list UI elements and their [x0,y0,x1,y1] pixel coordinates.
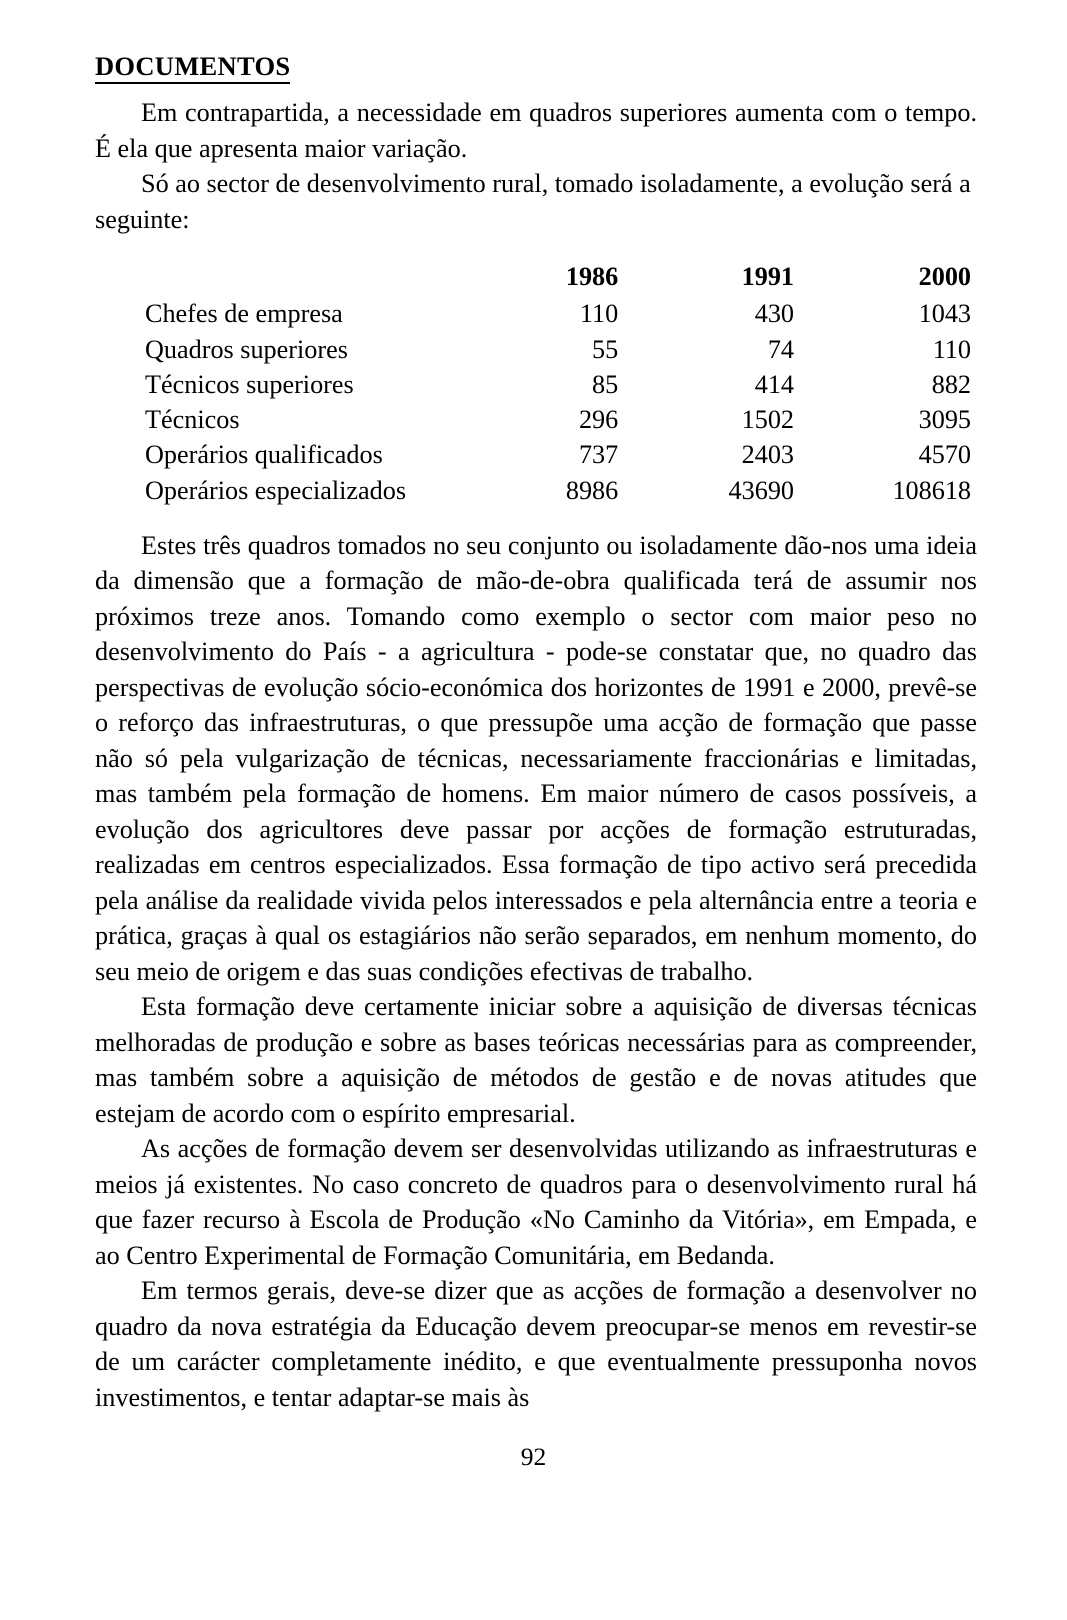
cell-1991: 430 [754,299,795,329]
table-header-label [145,259,445,296]
paragraph-6: Em termos gerais, deve-se dizer que as acções de formação a desenvolver no quadro da nova estratégia da Educação devem preocupar-se menos em revestir-se de um carácter completamente inédito, e que eventualmente pressuponha novos investimentos, e tentar adaptar-se mais às [95,1276,977,1412]
cell-2000: 108618 [892,475,971,505]
table-row [145,332,971,367]
row-label: Operários qualificados [145,440,383,470]
table-row [145,296,971,331]
cell-2000: 4570 [918,440,971,470]
paragraph-5: As acções de formação devem ser desenvolvidas utilizando as infraestruturas e meios já existentes. No caso concreto de quadros para o desenvolvimento rural há que fazer recurso à Escola de Produção «No Caminho da Vitória», em Empada, e ao Centro Experimental de Formação Comunitária, em Bedanda. [95,1134,977,1270]
cell-1991: 43690 [728,475,795,505]
table-row [145,473,971,508]
table-row [145,437,971,472]
row-label: Chefes de empresa [145,299,343,329]
row-label: Quadros superiores [145,334,348,364]
cell-2000: 882 [931,369,971,399]
paragraph-2: Só ao sector de desenvolvimento rural, tomado isoladamente, a evolução será a seguinte: [95,169,971,234]
cell-1986: 85 [592,369,619,399]
evolution-table [145,259,971,508]
cell-1986: 296 [578,405,619,435]
paragraph-4: Esta formação deve certamente iniciar sobre a aquisição de diversas técnicas melhoradas de produção e sobre as bases teóricas necessárias para as compreender, mas também sobre a aquisição de métodos de gestão e de novas atitudes que estejam de acordo com o espírito empresarial. [95,992,977,1128]
table-header-row [145,259,971,296]
table-header-1986: 1986 [565,262,619,292]
cell-1986: 8986 [565,475,619,505]
paragraph-1: Em contrapartida, a necessidade em quadros superiores aumenta com o tempo. É ela que apresenta maior variação. [95,98,977,163]
table-row [145,402,971,437]
cell-2000: 1043 [918,299,971,329]
table-row [145,367,971,402]
table-header [145,259,971,296]
cell-1986: 110 [579,299,619,329]
cell-1986: 55 [592,334,619,364]
table-header-2000: 2000 [918,262,971,292]
cell-1991: 74 [767,334,795,364]
cell-2000: 110 [932,334,971,364]
cell-1986: 737 [578,440,619,470]
row-label: Técnicos [145,405,240,435]
cell-1991: 2403 [741,440,795,470]
row-label: Operários especializados [145,475,407,505]
row-label: Técnicos superiores [145,369,354,399]
table-header-1991: 1991 [741,262,795,292]
cell-2000: 3095 [918,405,971,435]
cell-1991: 1502 [741,405,795,435]
cell-1991: 414 [754,369,795,399]
page-content [95,52,977,1415]
page-number: 92 [520,1442,547,1471]
table-body [145,296,971,507]
paragraph-3: Estes três quadros tomados no seu conjunto ou isoladamente dão-nos uma ideia da dimensão que a formação de mão-de-obra qualificada terá de assumir nos próximos treze anos. Tomando como exemplo o sector com maior peso no desenvolvimento do País - a agricultura - pode-se constatar que, no quadro das perspectivas de evolução sócio-económica dos horizontes de 1991 e 2000, prevê-se o reforço das infraestruturas, o que pressupõe uma acção de formação que passe não só pela vulgarização de técnicas, necessariamente fraccionárias e limitadas, mas também pela formação de homens. Em maior número de casos possíveis, a evolução dos agricultores deve passar por acções de formação estruturadas, realizadas em centros especializados. Essa formação de tipo activo será precedida pela análise da realidade vivida pelos interessados e pela alternância entre a teoria e prática, graças à qual os estagiários não serão separados, em nenhum momento, do seu meio de origem e das suas condições efectivas de trabalho. [95,530,977,986]
page-title: DOCUMENTOS [95,52,290,84]
